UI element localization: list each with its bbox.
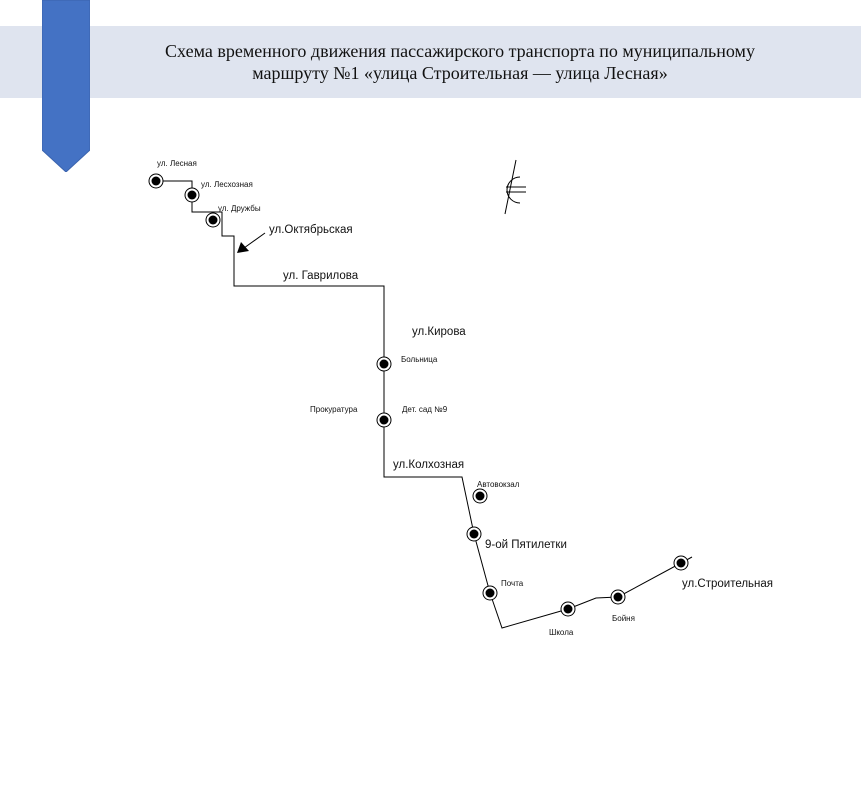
stop-marker (674, 556, 688, 570)
stop-marker (611, 590, 625, 604)
street-label-kirova: ул.Кирова (412, 326, 466, 338)
stop-label-stroitelnaya: ул.Строительная (682, 578, 774, 590)
title-line-1: Схема временного движения пассажирского транспорта по муниципальному (165, 41, 755, 61)
north-arrow-icon (505, 160, 526, 214)
direction-arrow-icon (237, 233, 265, 253)
stop-label-avtovokzal: Автовокзал (477, 480, 520, 489)
stop-label-lesnaya: ул. Лесная (157, 159, 197, 168)
stop-marker (561, 602, 575, 616)
stop-label-pochta: Почта (501, 579, 524, 588)
stop-label-pyatiletki: 9-ой Пятилетки (485, 539, 567, 551)
street-label-oktyabrskaya: ул.Октябрьская (269, 224, 353, 236)
stop-marker (377, 413, 391, 427)
stop-marker (483, 586, 497, 600)
stop-marker (377, 357, 391, 371)
stop-label-prokuratura: Прокуратура (310, 405, 358, 414)
street-label-kolkhoznaya: ул.Колхозная (393, 459, 465, 471)
title-line-2: маршруту №1 «улица Строительная — улица Лесная» (252, 63, 668, 83)
stop-label-leskhoznaya: ул. Лесхозная (201, 180, 253, 189)
stop-label-druzhby: ул. Дружбы (218, 204, 261, 213)
stop-marker (149, 174, 163, 188)
stop-label-boynya: Бойня (612, 614, 635, 623)
stop-marker (467, 527, 481, 541)
stop-label-detsad: Дет. сад №9 (402, 405, 448, 414)
stop-marker (473, 489, 487, 503)
stop-label-bolnitsa: Больница (401, 355, 438, 364)
street-label-gavrilova: ул. Гаврилова (283, 270, 359, 282)
stop-label-shkola: Школа (549, 628, 574, 637)
stop-marker (206, 213, 220, 227)
stop-marker (185, 188, 199, 202)
